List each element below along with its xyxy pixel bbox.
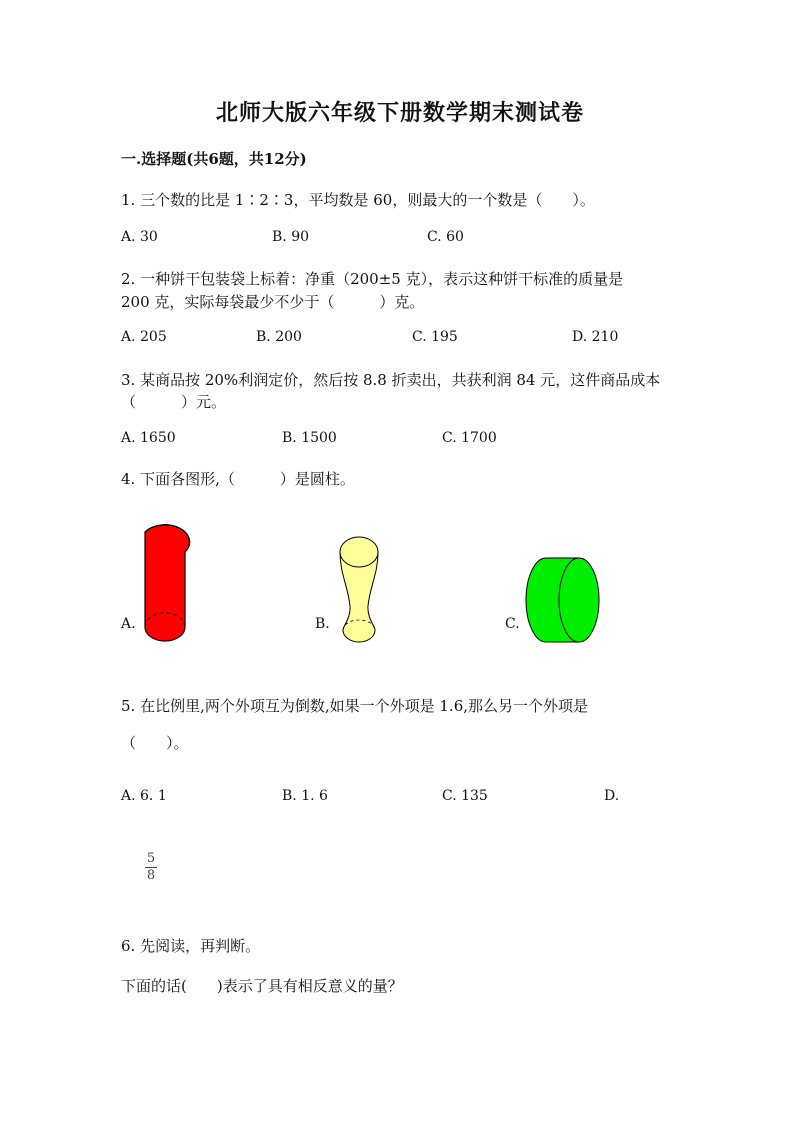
question-4-text: 4. 下面各图形,（ ）是圆柱。 bbox=[121, 470, 355, 488]
q5-option-c: C. 135 bbox=[442, 788, 488, 804]
q4-option-c: C. bbox=[505, 616, 520, 632]
question-6-text-line2: 下面的话( )表示了具有相反意义的量？ bbox=[121, 977, 403, 995]
q4-option-b: B. bbox=[315, 616, 330, 632]
question-3-text-line1: 3. 某商品按 20%利润定价，然后按 8.8 折卖出，共获利润 84 元，这件商品成本 bbox=[121, 371, 661, 389]
fraction-denominator: 8 bbox=[146, 868, 156, 883]
yellow-hourglass-image bbox=[334, 534, 384, 648]
section-heading: 一.选择题(共6题，共12分) bbox=[121, 150, 307, 168]
question-2-text-line1: 2. 一种饼干包装袋上标着：净重（200±5 克），表示这种饼干标准的质量是 bbox=[121, 270, 624, 288]
question-5-text-line2: （ ）。 bbox=[121, 734, 189, 752]
q1-option-b: B. 90 bbox=[272, 229, 310, 245]
fraction-five-eighths bbox=[145, 852, 157, 883]
q3-option-c: C. 1700 bbox=[442, 430, 497, 446]
q2-option-d: D. 210 bbox=[572, 329, 619, 345]
question-6-text-line1: 6. 先阅读，再判断。 bbox=[121, 937, 261, 955]
q3-option-a: A. 1650 bbox=[121, 430, 176, 446]
question-3-text-line2: （ ）元。 bbox=[121, 393, 227, 411]
q5-option-a: A. 6. 1 bbox=[121, 788, 167, 804]
q2-option-a: A. 205 bbox=[121, 329, 167, 345]
q4-option-a: A. bbox=[121, 616, 136, 632]
q5-option-b: B. 1. 6 bbox=[282, 788, 328, 804]
question-1-text: 1. 三个数的比是 1∶2∶3，平均数是 60，则最大的一个数是（ ）。 bbox=[121, 191, 595, 209]
q3-option-b: B. 1500 bbox=[282, 430, 337, 446]
page-title: 北师大版六年级下册数学期末测试卷 bbox=[215, 100, 584, 126]
question-2-text-line2: 200 克，实际每袋最少不少于（ ）克。 bbox=[121, 293, 425, 311]
question-5-text-line1: 5. 在比例里,两个外项互为倒数,如果一个外项是 1.6,那么另一个外项是 bbox=[121, 697, 589, 715]
q1-option-a: A. 30 bbox=[121, 229, 158, 245]
red-slanted-cylinder-image bbox=[140, 522, 192, 650]
green-lying-cylinder-image bbox=[524, 556, 604, 646]
fraction-numerator: 5 bbox=[146, 851, 156, 866]
q2-option-c: C. 195 bbox=[412, 329, 458, 345]
q1-option-c: C. 60 bbox=[427, 229, 464, 245]
q2-option-b: B. 200 bbox=[256, 329, 302, 345]
q5-option-d: D. bbox=[604, 788, 620, 804]
